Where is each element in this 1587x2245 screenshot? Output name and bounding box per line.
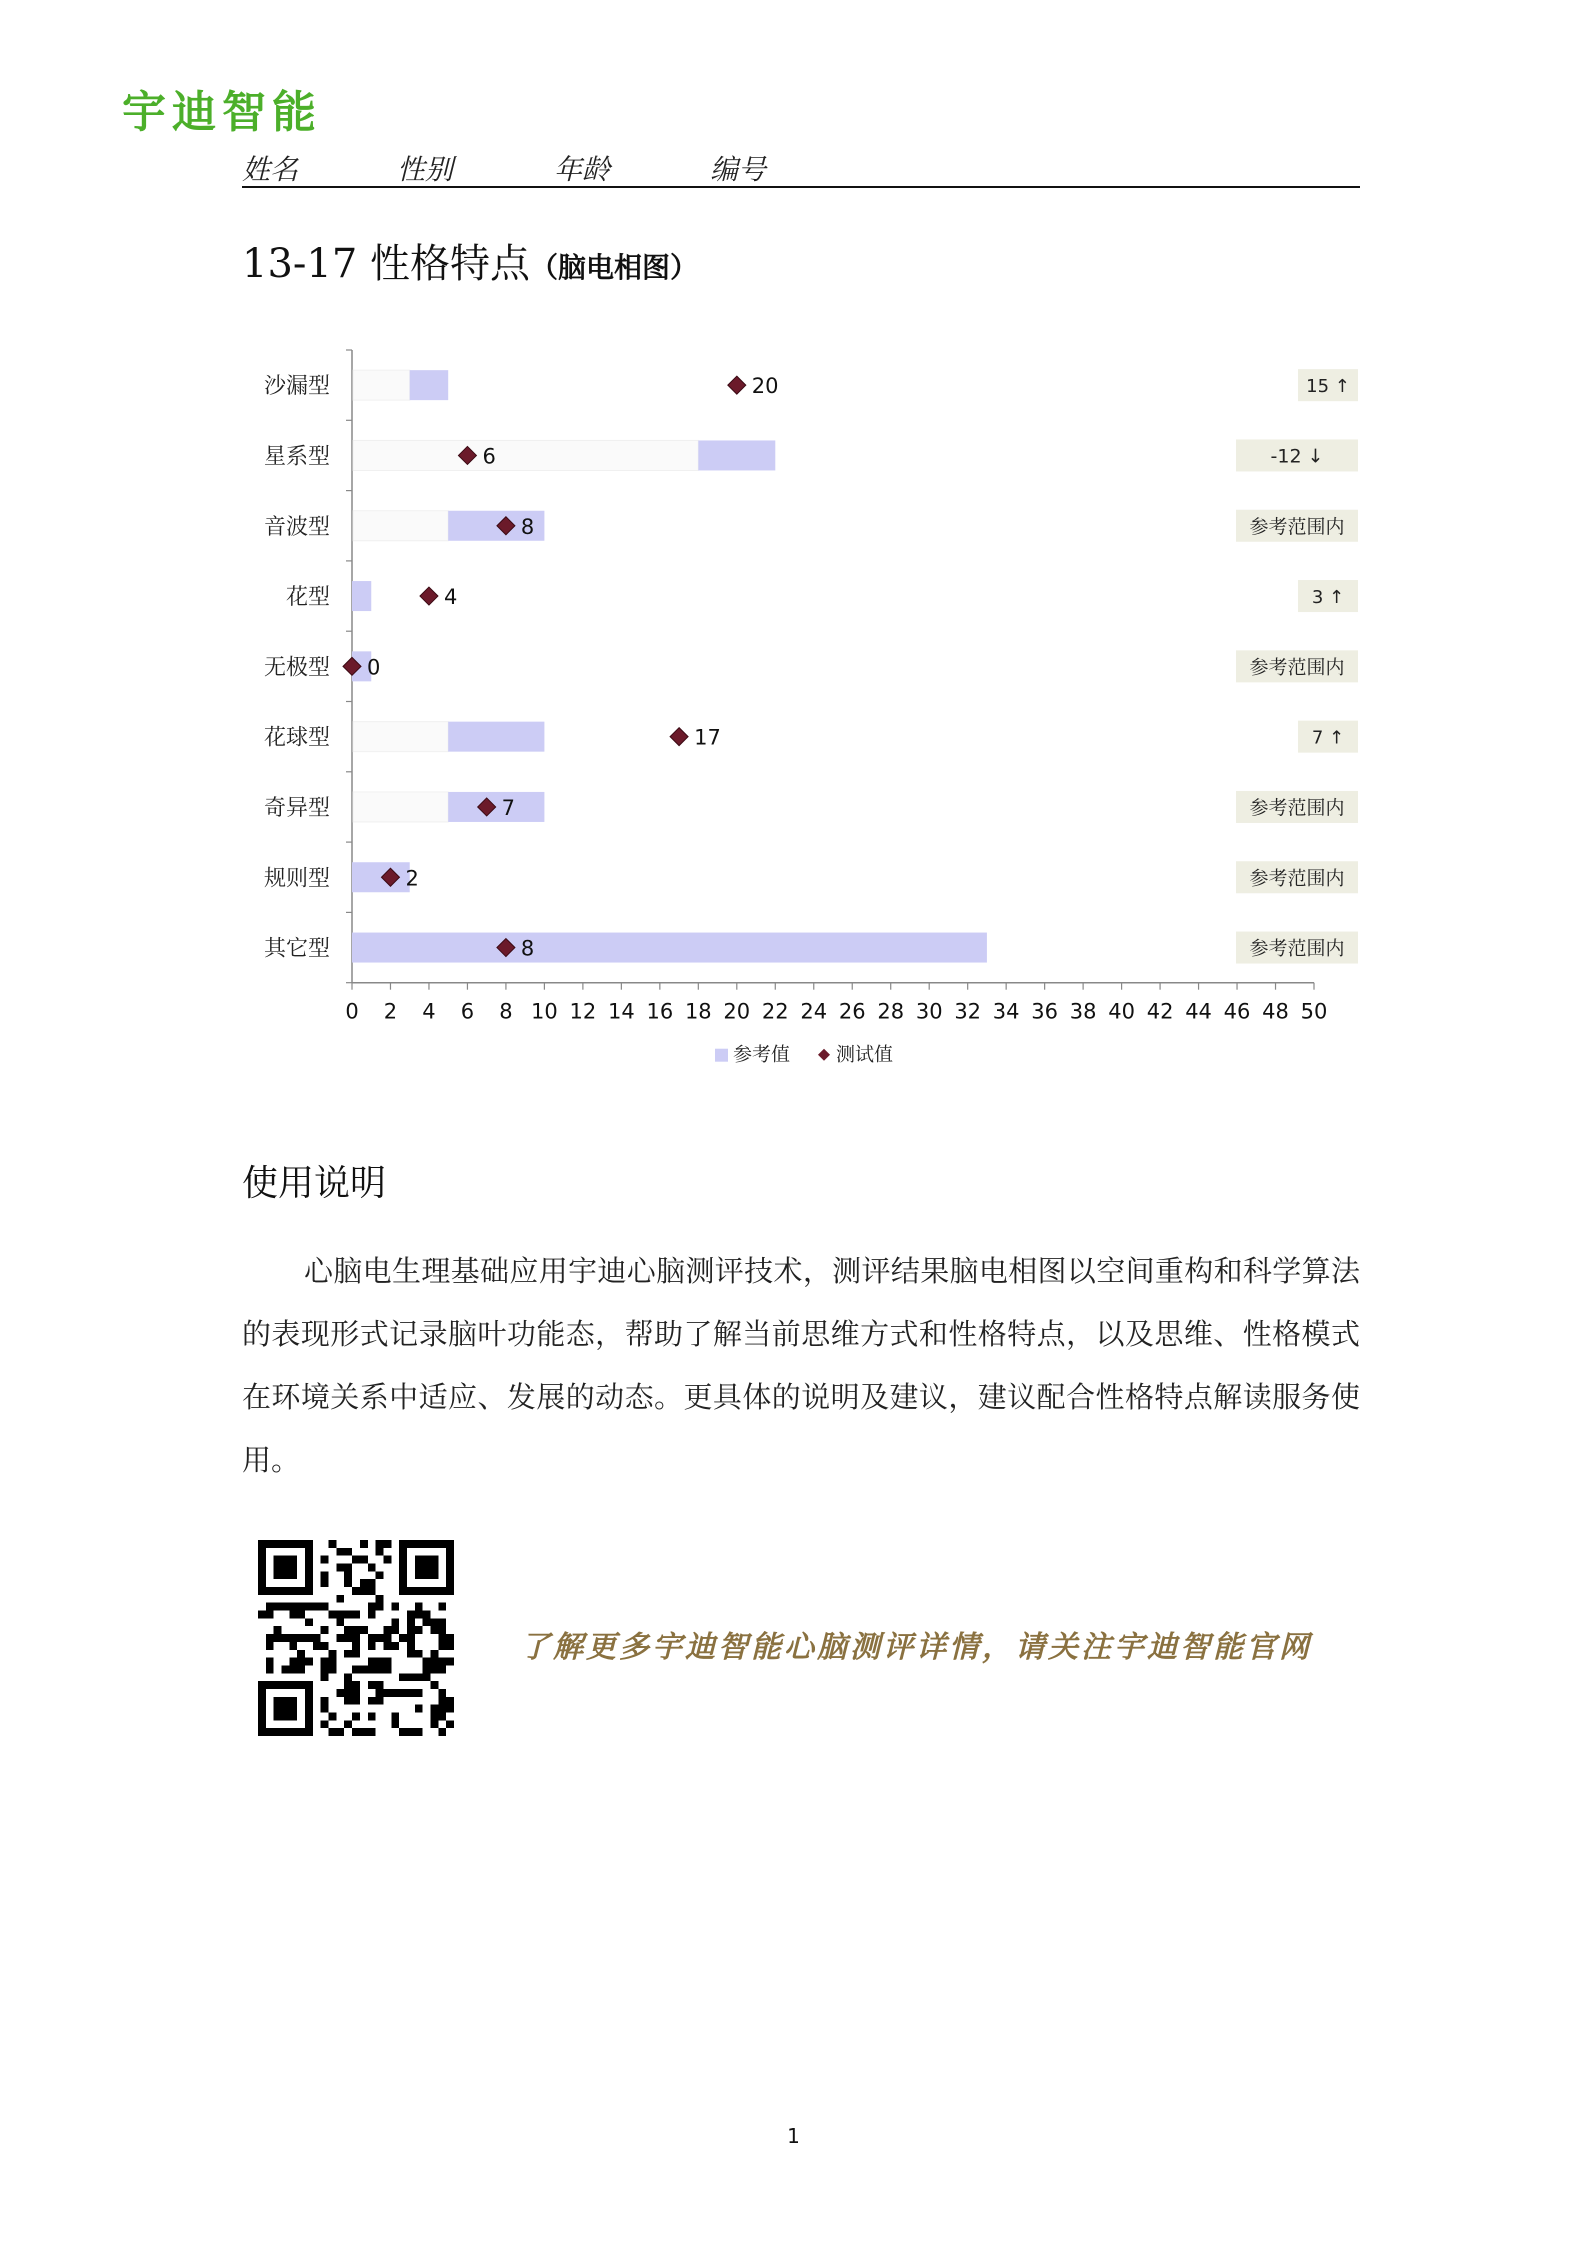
page-number: 1 [787,2124,800,2148]
status-label: -12 ↓ [1270,445,1324,468]
status-label: 参考范围内 [1249,515,1345,538]
legend-reference-swatch [715,1049,728,1062]
x-tick-label: 36 [1031,999,1059,1024]
x-tick-label: 26 [838,999,866,1024]
legend-marker-swatch [818,1049,830,1061]
data-label: 6 [482,444,496,469]
category-label: 沙漏型 [263,374,330,400]
data-label: 20 [751,374,779,399]
category-label: 星系型 [263,444,330,470]
data-label: 4 [443,585,458,610]
reference-bar [352,933,987,963]
x-tick-label: 16 [646,999,674,1024]
data-label: 2 [405,866,419,891]
field-age-label: 年龄 [554,153,611,186]
reference-bar [410,370,448,400]
promo-text: 了解更多宇迪智能心脑测评详情，请关注宇迪智能官网 [520,1630,1312,1665]
header-fields [242,140,1360,188]
category-label: 奇异型 [263,795,330,821]
x-tick-label: 10 [531,999,558,1024]
category-label: 其它型 [263,936,330,962]
x-tick-label: 22 [761,999,789,1024]
x-tick-label: 6 [460,999,475,1024]
data-label: 8 [520,936,535,961]
status-label: 7 ↑ [1311,727,1345,749]
reference-base [353,511,448,541]
category-label: 花球型 [263,725,330,751]
x-tick-label: 8 [499,999,513,1024]
data-label: 8 [520,514,535,539]
legend-marker-label: 测试值 [836,1043,894,1066]
category-label: 花型 [285,585,330,611]
x-tick-label: 2 [383,999,398,1024]
section-title-main: 13-17 性格特点 [242,241,531,287]
x-tick-label: 0 [345,999,359,1024]
brand-logo: 宇迪智能 [122,87,322,138]
reference-base [353,370,410,400]
status-label: 3 ↑ [1311,587,1345,609]
eeg-phase-chart [240,330,1370,1100]
section-title-sub: （脑电相图） [530,251,699,284]
x-tick-label: 46 [1223,999,1251,1024]
x-tick-label: 28 [877,999,905,1024]
x-tick-label: 30 [915,999,943,1024]
x-tick-label: 42 [1146,999,1174,1024]
x-tick-label: 40 [1108,999,1135,1024]
x-tick-label: 12 [569,999,597,1024]
x-tick-label: 4 [422,999,436,1024]
x-tick-label: 44 [1185,999,1212,1024]
usage-title: 使用说明 [242,1163,387,1204]
x-tick-label: 34 [992,999,1020,1024]
status-label: 参考范围内 [1249,937,1345,960]
reference-bar [448,722,544,752]
x-tick-label: 38 [1069,999,1097,1024]
category-label: 音波型 [263,514,330,540]
test-value-marker [728,376,746,394]
reference-bar [698,440,775,470]
legend-reference-label: 参考值 [733,1043,791,1066]
status-label: 参考范围内 [1249,867,1345,890]
qr-code [258,1540,454,1736]
x-tick-label: 32 [954,999,982,1024]
reference-bar [352,581,371,611]
reference-base [353,440,698,470]
x-tick-label: 50 [1300,999,1328,1024]
x-tick-label: 18 [684,999,712,1024]
x-tick-label: 20 [723,999,751,1024]
field-id-label: 编号 [710,153,767,186]
usage-body: 心脑电生理基础应用宇迪心脑测评技术，测评结果脑电相图以空间重构和科学算法的表现形式记录脑叶功能态，帮助了解当前思维方式和性格特点，以及思维、性格模式在环境关系中适应、发展的动态。更具体的说明及建议，建议配合性格特点解读服务使用。 [242,1254,1360,1477]
x-tick-label: 24 [800,999,828,1024]
field-gender-label: 性别 [397,153,454,186]
test-value-marker [420,587,438,605]
status-label: 参考范围内 [1249,656,1345,679]
x-tick-label: 48 [1262,999,1289,1024]
status-label: 参考范围内 [1249,796,1345,819]
data-label: 0 [367,655,381,680]
section-title [242,232,698,289]
status-label: 15 ↑ [1306,376,1350,398]
data-label: 17 [694,725,721,750]
test-value-marker [670,728,688,746]
field-name-label: 姓名 [242,153,299,186]
category-label: 规则型 [263,866,330,892]
category-label: 无极型 [263,655,330,681]
x-tick-label: 14 [607,999,635,1024]
reference-base [353,792,448,822]
data-label: 7 [501,795,516,820]
reference-base [353,722,448,752]
